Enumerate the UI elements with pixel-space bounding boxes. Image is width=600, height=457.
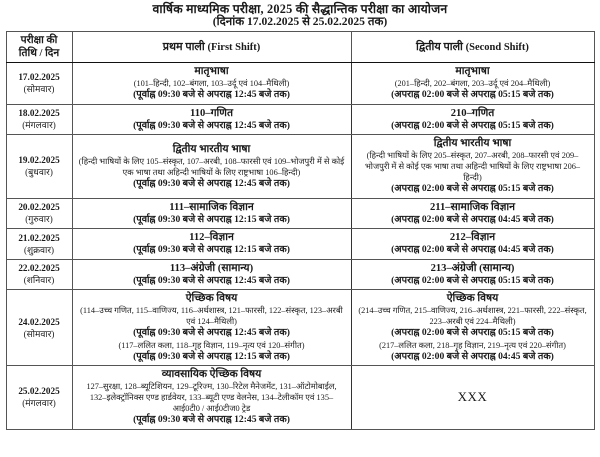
- subject-codes: (214–उच्च गणित, 215–वाणिज्य, 216–अर्थशास्त्र, 221–फारसी, 222–संस्कृत, 223–अरबी एवं 224–मैथिली): [358, 306, 587, 326]
- subject-name: 111–सामाजिक विज्ञान: [169, 201, 254, 213]
- subject-codes: (201–हिन्दी, 202–बंगला, 203–उर्दू एवं 204–मैथिली): [394, 79, 551, 88]
- exam-date-cell: [6, 259, 72, 290]
- exam-day: (शुक्रवार): [23, 244, 55, 255]
- table-row: [6, 135, 594, 199]
- column-header-date: [6, 32, 72, 63]
- table-row: [6, 366, 594, 430]
- subject-codes-secondary: (217–ललित कला, 218–गृह विज्ञान, 219–नृत्य एवं 220–संगीत): [379, 340, 566, 350]
- second-shift-cell: [351, 198, 594, 229]
- first-shift-cell: [72, 198, 351, 229]
- exam-date-cell: [6, 366, 72, 430]
- second-shift-label-hi: द्वितीय पाली: [416, 40, 463, 53]
- exam-day: (सोमवार): [23, 84, 55, 95]
- subject-codes: (हिन्दी भाषियों के लिए 205–संस्कृत, 207–अरबी, 208–फारसी एवं 209–भोजपुरी में से कोई एक भाषा तथा अहिन्दी भाषियों के लिए राष्ट्रभाषा 206–हिन्दी): [364, 151, 581, 182]
- subject-name: ऐच्छिक विषय: [185, 293, 238, 304]
- exam-timing: (अपराह्न 02:00 बजे से अपराह्न 05:15 बजे तक): [391, 119, 554, 131]
- table-row: [6, 63, 594, 105]
- subject-name: 110–गणित: [189, 107, 233, 119]
- second-shift-cell: [351, 366, 594, 430]
- subject-codes-secondary: (117–ललित कला, 118–गृह विज्ञान, 119–नृत्य एवं 120–संगीत): [118, 340, 305, 350]
- exam-timing: (पूर्वाह्न 09:30 बजे से अपराह्न 12:45 बजे तक): [133, 274, 290, 286]
- exam-date: 24.02.2025: [18, 316, 60, 327]
- exam-day: (मंगलवार): [22, 398, 56, 409]
- first-shift-cell: [72, 135, 351, 199]
- table-row: [6, 229, 594, 260]
- subject-name: द्वितीय भारतीय भाषा: [172, 143, 251, 155]
- first-shift-label-hi: प्रथम पाली: [162, 40, 205, 53]
- first-shift-cell: [72, 229, 351, 260]
- exam-timing: (पूर्वाह्न 09:30 बजे से अपराह्न 12:15 बजे तक): [133, 244, 290, 255]
- exam-date-cell: [6, 198, 72, 229]
- exam-day: (शनिवार): [23, 275, 55, 286]
- exam-day: (सोमवार): [23, 328, 55, 339]
- subject-name: 212–विज्ञान: [449, 232, 496, 243]
- exam-date: 25.02.2025: [18, 386, 60, 397]
- exam-timing: (अपराह्न 02:00 बजे से अपराह्न 04:45 बजे तक): [391, 244, 554, 255]
- table-body: [6, 63, 594, 430]
- subject-codes: (हिन्दी भाषियों के लिए 105–संस्कृत, 107–अरबी, 108–फारसी एवं 109–भोजपुरी में से कोई एक भाषा तथा अहिन्दी भाषियों के लिए राष्ट्रभाषा 106–हिन्दी): [78, 156, 345, 177]
- exam-schedule-table: [6, 31, 595, 430]
- table-header-row: [6, 32, 594, 63]
- second-shift-cell: [351, 63, 594, 105]
- subject-name: व्यावसायिक ऐच्छिक विषय: [161, 369, 262, 380]
- exam-day: (गुरुवार): [25, 214, 53, 225]
- exam-date: 21.02.2025: [18, 232, 60, 243]
- first-shift-cell: [72, 290, 351, 366]
- exam-date: 18.02.2025: [18, 108, 60, 119]
- column-header-first-shift: [72, 32, 351, 63]
- exam-timing-secondary: (पूर्वाह्न 09:30 बजे से अपराह्न 12:15 बजे तक): [133, 350, 290, 362]
- exam-day: (बुधवार): [25, 167, 53, 178]
- first-shift-cell: [72, 259, 351, 290]
- table-row: [6, 290, 594, 366]
- exam-timing: (पूर्वाह्न 09:30 बजे से अपराह्न 12:45 बजे तक): [133, 119, 290, 131]
- table-row: [6, 104, 594, 135]
- exam-date: 20.02.2025: [18, 202, 60, 213]
- second-shift-cell: [351, 229, 594, 260]
- exam-day: (मंगलवार): [22, 120, 56, 131]
- column-header-date-line1: परीक्षा की: [20, 35, 58, 46]
- column-header-second-shift: [351, 32, 594, 63]
- first-shift-cell: [72, 104, 351, 135]
- exam-timing: (पूर्वाह्न 09:30 बजे से अपराह्न 12:45 बजे तक): [133, 327, 290, 338]
- exam-timing: (अपराह्न 02:00 बजे से अपराह्न 05:15 बजे तक): [391, 327, 554, 338]
- no-exam-placeholder: XXX: [457, 388, 488, 404]
- second-shift-cell: [351, 259, 594, 290]
- subject-name: 210–गणित: [450, 107, 495, 119]
- table-row: [6, 198, 594, 229]
- document-title-block: [0, 0, 600, 29]
- first-shift-label-en: (First Shift): [207, 41, 261, 53]
- subject-name: 113–अंग्रेजी (सामान्य): [169, 262, 254, 274]
- subject-codes: 127–सुरक्षा, 128–ब्यूटिशियन, 129–टूरिज्म, 130–रिटेल मैनेजमेंट, 131–ऑटोमोबाईल, 132–इलेक्ट्रॉनिक्स एण्ड हार्डवेयर, 133–ब्यूटी एण्ड वेलनेस, 134–टेलीकॉम एवं 135–आई0टी0 / आई0टीज0 ट्रेड: [86, 382, 337, 413]
- page-subtitle: (दिनांक 17.02.2025 से 25.02.2025 तक): [212, 15, 388, 28]
- exam-date-cell: [6, 135, 72, 199]
- exam-date: 17.02.2025: [18, 72, 60, 83]
- subject-codes: (114–उच्च गणित, 115–वाणिज्य, 116–अर्थशास्त्र, 121–फारसी, 122–संस्कृत, 123–अरबी एवं 124–मैथिली): [80, 306, 343, 326]
- exam-timing: (पूर्वाह्न 09:30 बजे से अपराह्न 12:45 बजे तक): [133, 89, 290, 100]
- exam-timing: (अपराह्न 02:00 बजे से अपराह्न 05:15 बजे तक): [391, 274, 554, 286]
- second-shift-cell: [351, 104, 594, 135]
- subject-name: ऐच्छिक विषय: [446, 293, 499, 304]
- second-shift-cell: [351, 135, 594, 199]
- table-row: [6, 259, 594, 290]
- exam-timing-secondary: (अपराह्न 02:00 बजे से अपराह्न 04:45 बजे तक): [391, 350, 554, 362]
- first-shift-cell: [72, 366, 351, 430]
- second-shift-cell: [351, 290, 594, 366]
- exam-date-cell: [6, 104, 72, 135]
- exam-timing: (अपराह्न 02:00 बजे से अपराह्न 05:15 बजे तक): [391, 183, 554, 194]
- subject-name: द्वितीय भारतीय भाषा: [433, 138, 512, 149]
- table-header: [6, 32, 594, 63]
- second-shift-label-en: (Second Shift): [465, 41, 529, 53]
- exam-date-cell: [6, 290, 72, 366]
- subject-name: मातृभाषा: [455, 66, 490, 77]
- subject-name: मातृभाषा: [194, 66, 229, 77]
- first-shift-cell: [72, 63, 351, 105]
- exam-timing: (अपराह्न 02:00 बजे से अपराह्न 04:45 बजे तक): [391, 213, 554, 225]
- exam-date-cell: [6, 229, 72, 260]
- column-header-date-line2: तिथि / दिन: [18, 48, 60, 59]
- exam-date: 19.02.2025: [18, 155, 60, 166]
- exam-timing: (अपराह्न 02:00 बजे से अपराह्न 05:15 बजे तक): [391, 89, 554, 100]
- exam-date: 22.02.2025: [18, 263, 60, 274]
- page-title: वार्षिक माध्यमिक परीक्षा, 2025 की सैद्धान्तिक परीक्षा का आयोजन: [152, 2, 448, 16]
- subject-name: 112–विज्ञान: [189, 232, 234, 243]
- exam-timing: (पूर्वाह्न 09:30 बजे से अपराह्न 12:45 बजे तक): [133, 414, 290, 425]
- exam-timing: (पूर्वाह्न 09:30 बजे से अपराह्न 12:45 बजे तक): [133, 177, 290, 189]
- subject-codes: (101–हिन्दी, 102–बंगला, 103–उर्दू एवं 104–मैथिली): [133, 79, 290, 88]
- subject-name: 213–अंग्रेजी (सामान्य): [430, 262, 515, 274]
- subject-name: 211–सामाजिक विज्ञान: [429, 201, 516, 213]
- exam-date-cell: [6, 63, 72, 105]
- exam-timing: (पूर्वाह्न 09:30 बजे से अपराह्न 12:15 बजे तक): [133, 213, 290, 225]
